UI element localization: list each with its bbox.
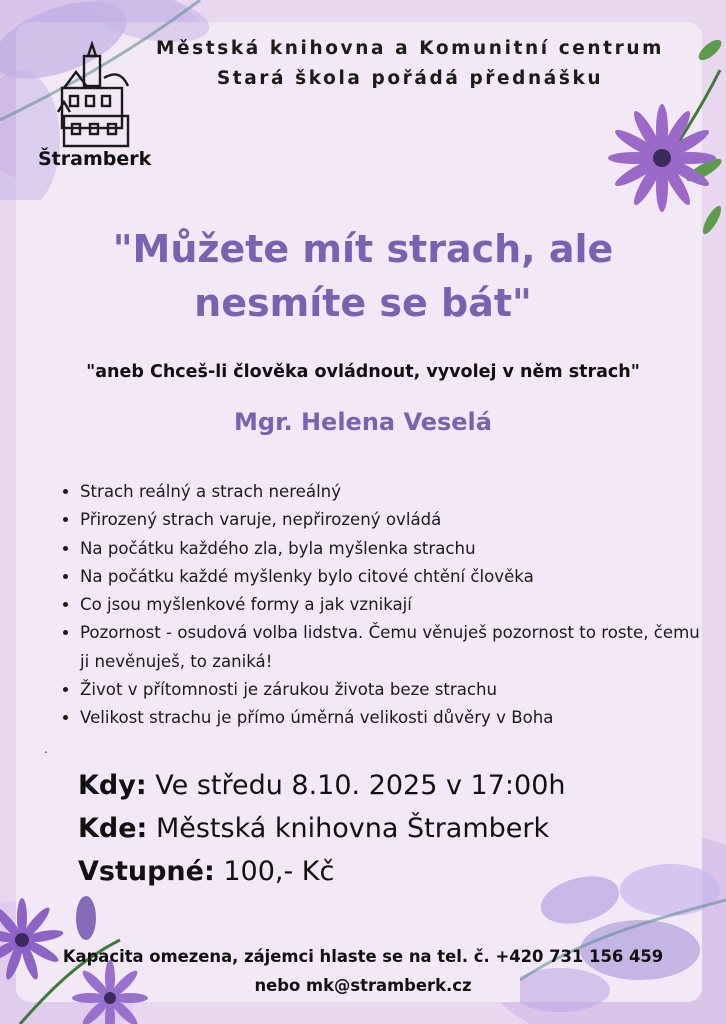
list-item: • Na počátku každé myšlenky bylo citové chtění člověka — [80, 563, 700, 591]
lecture-subtitle: "aneb Chceš-li člověka ovládnout, vyvolej v něm strach" — [86, 362, 640, 382]
list-item: • Co jsou myšlenkové formy a jak vznikají — [80, 591, 700, 619]
fee-label: Vstupné: — [78, 856, 215, 887]
list-item: • Pozornost - osudová volba lidstva. Čemu věnuješ pozornost to roste, čemu ji nevěnuješ, to zaniká! — [80, 619, 700, 676]
speaker-name: Mgr. Helena Veselá — [234, 408, 492, 436]
topics-list — [60, 478, 700, 733]
where-value: Městská knihovna Štramberk — [155, 813, 550, 844]
contact-footer — [20, 942, 706, 1000]
event-details — [78, 764, 678, 893]
header-line-2: Stará škola pořádá přednášku — [216, 68, 604, 89]
when-label: Kdy: — [78, 770, 147, 801]
list-item: • Přirozený strach varuje, nepřirozený ovládá — [80, 506, 700, 534]
when-row — [78, 764, 678, 807]
organizer-header — [100, 34, 720, 94]
header-line-1: Městská knihovna a Komunitní centrum — [156, 38, 664, 59]
where-label: Kde: — [78, 813, 148, 844]
title-line-2: nesmíte se bát" — [194, 281, 532, 325]
list-item: • Život v přítomnosti je zárukou života beze strachu — [80, 676, 700, 704]
footer-line-2: nebo mk@stramberk.cz — [254, 976, 472, 995]
list-item: • Strach reálný a strach nereálný — [80, 478, 700, 506]
town-logo-text: Štramberk — [38, 148, 152, 170]
list-item: • Na počátku každého zla, byla myšlenka strachu — [80, 535, 700, 563]
footer-line-1: Kapacita omezena, zájemci hlaste se na tel. č. +420 731 156 459 — [62, 947, 664, 966]
list-item: • Velikost strachu je přímo úměrná velikosti důvěry v Boha — [80, 704, 700, 732]
fee-row — [78, 850, 678, 893]
when-value: Ve středu 8.10. 2025 v 17:00h — [155, 770, 566, 801]
title-line-1: "Můžete mít strach, ale — [112, 227, 614, 271]
lecture-title — [60, 222, 666, 330]
where-row — [78, 807, 678, 850]
fee-value: 100,- Kč — [223, 856, 335, 887]
stray-mark: . — [44, 740, 48, 756]
